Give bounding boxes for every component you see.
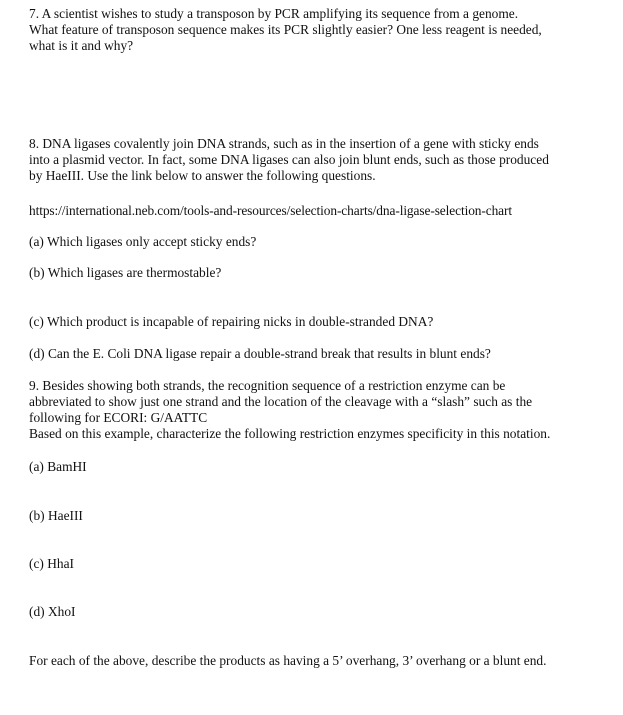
question-7 [29,6,609,54]
question-9d [29,604,609,620]
question-8-line-1: 8. DNA ligases covalently join DNA strands, such as in the insertion of a gene with sticky ends [29,136,539,151]
question-7-line-1: 7. A scientist wishes to study a transposon by PCR amplifying its sequence from a genome. [29,6,519,21]
ligase-chart-link-text[interactable]: https://international.neb.com/tools-and-resources/selection-charts/dna-ligase-selection-chart [29,203,513,218]
question-7-line-3: what is it and why? [29,38,134,53]
question-8-line-2: into a plasmid vector. In fact, some DNA ligases can also join blunt ends, such as those produced [29,152,549,167]
question-9d-text: (d) XhoI [29,604,76,619]
question-8b-text: (b) Which ligases are thermostable? [29,265,222,280]
question-9c [29,556,609,572]
question-9-line-1: 9. Besides showing both strands, the recognition sequence of a restriction enzyme can be [29,378,506,393]
ligase-chart-link[interactable] [29,203,609,219]
question-9-final-text: For each of the above, describe the products as having a 5’ overhang, 3’ overhang or a blunt end. [29,653,547,668]
question-9-line-2: abbreviated to show just one strand and the location of the cleavage with a “slash” such as the [29,394,533,409]
question-8 [29,136,609,184]
question-9-line-4: Based on this example, characterize the following restriction enzymes specificity in this notation. [29,426,551,441]
question-8b [29,265,609,281]
question-9b-text: (b) HaeIII [29,508,83,523]
question-8c [29,314,609,330]
question-8c-text: (c) Which product is incapable of repairing nicks in double-stranded DNA? [29,314,434,329]
question-8-line-3: by HaeIII. Use the link below to answer the following questions. [29,168,376,183]
question-9-final-instruction [29,653,609,669]
question-8d [29,346,609,362]
question-9-line-3: following for ECORI: G/AATTC [29,410,208,425]
question-8a-text: (a) Which ligases only accept sticky ends? [29,234,257,249]
question-9c-text: (c) HhaI [29,556,74,571]
question-9 [29,378,609,442]
question-8d-text: (d) Can the E. Coli DNA ligase repair a double-strand break that results in blunt ends? [29,346,491,361]
question-7-line-2: What feature of transposon sequence makes its PCR slightly easier? One less reagent is needed, [29,22,542,37]
question-9a-text: (a) BamHI [29,459,87,474]
question-9a [29,459,609,475]
question-8a [29,234,609,250]
question-9b [29,508,609,524]
